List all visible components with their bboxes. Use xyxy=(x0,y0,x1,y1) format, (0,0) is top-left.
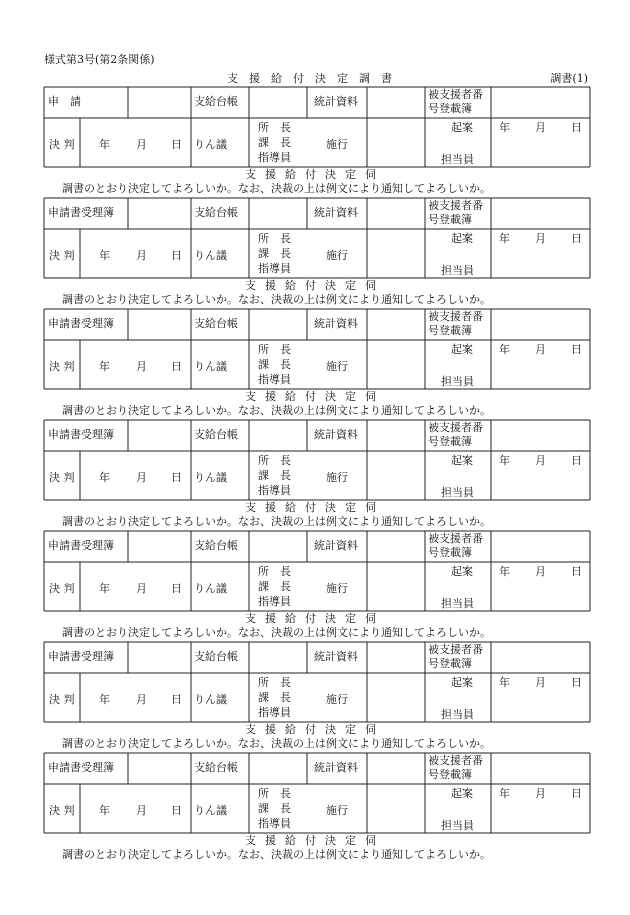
decision-table xyxy=(44,87,590,167)
draft-year-label: 年 xyxy=(499,121,510,134)
director-label: 所 長 xyxy=(258,787,291,800)
draft-year-label: 年 xyxy=(499,565,510,578)
approval-title: 支援給付決定伺 xyxy=(245,390,385,403)
person-in-charge-label: 担当員 xyxy=(441,597,474,610)
draft-year-label: 年 xyxy=(499,676,510,689)
draft-day-label: 日 xyxy=(571,565,582,578)
decision-table xyxy=(44,531,590,611)
section-chief-label: 課 長 xyxy=(258,580,291,593)
draft-month-label: 月 xyxy=(535,676,546,689)
instructor-label: 指導員 xyxy=(258,262,291,275)
draft-year-label: 年 xyxy=(499,343,510,356)
year-label: 年 xyxy=(99,471,110,484)
approval-notice: 調書のとおり決定してよろしいか。なお、決裁の上は例文により通知してよろしいか。 xyxy=(62,848,491,861)
draft-label: 起案 xyxy=(451,454,473,467)
section-chief-label: 課 長 xyxy=(258,802,291,815)
day-label: 日 xyxy=(171,693,182,706)
decision-label: 決 判 xyxy=(49,249,75,262)
ringi-label: りん議 xyxy=(194,582,227,595)
registry-label-1: 被支援者番 xyxy=(428,421,483,434)
draft-label: 起案 xyxy=(451,343,473,356)
draft-month-label: 月 xyxy=(535,454,546,467)
year-label: 年 xyxy=(99,138,110,151)
instructor-label: 指導員 xyxy=(258,595,291,608)
director-label: 所 長 xyxy=(258,676,291,689)
stats-label: 統計資料 xyxy=(314,428,358,441)
ledger-label: 支給台帳 xyxy=(194,95,238,108)
instructor-label: 指導員 xyxy=(258,484,291,497)
draft-label: 起案 xyxy=(451,676,473,689)
stats-label: 統計資料 xyxy=(314,539,358,552)
instructor-label: 指導員 xyxy=(258,706,291,719)
decision-label: 決 判 xyxy=(49,138,75,151)
decision-table xyxy=(44,642,590,722)
stats-label: 統計資料 xyxy=(314,761,358,774)
registry-label-1: 被支援者番 xyxy=(428,199,483,212)
month-label: 月 xyxy=(136,471,147,484)
person-in-charge-label: 担当員 xyxy=(441,708,474,721)
enforce-label: 施行 xyxy=(326,693,348,706)
month-label: 月 xyxy=(136,693,147,706)
registry-label-2: 号登載簿 xyxy=(428,213,472,226)
director-label: 所 長 xyxy=(258,565,291,578)
ringi-label: りん議 xyxy=(194,249,227,262)
section-chief-label: 課 長 xyxy=(258,469,291,482)
draft-label: 起案 xyxy=(451,232,473,245)
decision-label: 決 判 xyxy=(49,804,75,817)
registry-label-1: 被支援者番 xyxy=(428,310,483,323)
approval-notice: 調書のとおり決定してよろしいか。なお、決裁の上は例文により通知してよろしいか。 xyxy=(62,404,491,417)
director-label: 所 長 xyxy=(258,454,291,467)
approval-title: 支援給付決定伺 xyxy=(245,279,385,292)
enforce-label: 施行 xyxy=(326,249,348,262)
draft-year-label: 年 xyxy=(499,454,510,467)
draft-month-label: 月 xyxy=(535,232,546,245)
director-label: 所 長 xyxy=(258,121,291,134)
month-label: 月 xyxy=(136,138,147,151)
enforce-label: 施行 xyxy=(326,804,348,817)
draft-year-label: 年 xyxy=(499,232,510,245)
director-label: 所 長 xyxy=(258,343,291,356)
approval-notice: 調書のとおり決定してよろしいか。なお、決裁の上は例文により通知してよろしいか。 xyxy=(62,293,491,306)
stats-label: 統計資料 xyxy=(314,206,358,219)
ledger-label: 支給台帳 xyxy=(194,428,238,441)
approval-notice: 調書のとおり決定してよろしいか。なお、決裁の上は例文により通知してよろしいか。 xyxy=(62,182,491,195)
draft-label: 起案 xyxy=(451,565,473,578)
first-label: 申請書受理簿 xyxy=(48,650,114,663)
section-chief-label: 課 長 xyxy=(258,358,291,371)
section-chief-label: 課 長 xyxy=(258,691,291,704)
month-label: 月 xyxy=(136,360,147,373)
year-label: 年 xyxy=(99,693,110,706)
form-label: 様式第3号(第2条関係) xyxy=(44,53,155,66)
document-number: 調書(1) xyxy=(550,72,588,85)
draft-month-label: 月 xyxy=(535,787,546,800)
instructor-label: 指導員 xyxy=(258,817,291,830)
ringi-label: りん議 xyxy=(194,693,227,706)
decision-label: 決 判 xyxy=(49,471,75,484)
first-label: 申請書受理簿 xyxy=(48,428,114,441)
stats-label: 統計資料 xyxy=(314,95,358,108)
day-label: 日 xyxy=(171,249,182,262)
draft-label: 起案 xyxy=(451,121,473,134)
enforce-label: 施行 xyxy=(326,138,348,151)
approval-title: 支援給付決定伺 xyxy=(245,168,385,181)
draft-day-label: 日 xyxy=(571,676,582,689)
registry-label-1: 被支援者番 xyxy=(428,88,483,101)
document-title: 支援給付決定調書 xyxy=(227,72,403,85)
month-label: 月 xyxy=(136,582,147,595)
decision-table xyxy=(44,753,590,833)
ringi-label: りん議 xyxy=(194,804,227,817)
instructor-label: 指導員 xyxy=(258,373,291,386)
registry-label-2: 号登載簿 xyxy=(428,768,472,781)
approval-title: 支援給付決定伺 xyxy=(245,501,385,514)
first-label: 申 請 xyxy=(48,95,81,108)
first-label: 申請書受理簿 xyxy=(48,317,114,330)
draft-month-label: 月 xyxy=(535,343,546,356)
draft-day-label: 日 xyxy=(571,787,582,800)
draft-day-label: 日 xyxy=(571,343,582,356)
ringi-label: りん議 xyxy=(194,138,227,151)
decision-table xyxy=(44,198,590,278)
draft-month-label: 月 xyxy=(535,121,546,134)
registry-label-2: 号登載簿 xyxy=(428,657,472,670)
draft-day-label: 日 xyxy=(571,232,582,245)
person-in-charge-label: 担当員 xyxy=(441,153,474,166)
registry-label-2: 号登載簿 xyxy=(428,102,472,115)
year-label: 年 xyxy=(99,360,110,373)
registry-label-2: 号登載簿 xyxy=(428,435,472,448)
day-label: 日 xyxy=(171,804,182,817)
decision-label: 決 判 xyxy=(49,693,75,706)
approval-notice: 調書のとおり決定してよろしいか。なお、決裁の上は例文により通知してよろしいか。 xyxy=(62,626,491,639)
enforce-label: 施行 xyxy=(326,471,348,484)
draft-year-label: 年 xyxy=(499,787,510,800)
first-label: 申請書受理簿 xyxy=(48,761,114,774)
draft-label: 起案 xyxy=(451,787,473,800)
draft-day-label: 日 xyxy=(571,121,582,134)
approval-title: 支援給付決定伺 xyxy=(245,612,385,625)
day-label: 日 xyxy=(171,471,182,484)
ledger-label: 支給台帳 xyxy=(194,650,238,663)
section-chief-label: 課 長 xyxy=(258,247,291,260)
approval-title: 支援給付決定伺 xyxy=(245,834,385,847)
director-label: 所 長 xyxy=(258,232,291,245)
stats-label: 統計資料 xyxy=(314,650,358,663)
first-label: 申請書受理簿 xyxy=(48,539,114,552)
day-label: 日 xyxy=(171,360,182,373)
decision-label: 決 判 xyxy=(49,582,75,595)
approval-title: 支援給付決定伺 xyxy=(245,723,385,736)
person-in-charge-label: 担当員 xyxy=(441,486,474,499)
decision-table xyxy=(44,420,590,500)
decision-label: 決 判 xyxy=(49,360,75,373)
enforce-label: 施行 xyxy=(326,360,348,373)
month-label: 月 xyxy=(136,249,147,262)
registry-label-1: 被支援者番 xyxy=(428,532,483,545)
section-chief-label: 課 長 xyxy=(258,136,291,149)
instructor-label: 指導員 xyxy=(258,151,291,164)
ledger-label: 支給台帳 xyxy=(194,761,238,774)
approval-notice: 調書のとおり決定してよろしいか。なお、決裁の上は例文により通知してよろしいか。 xyxy=(62,515,491,528)
ledger-label: 支給台帳 xyxy=(194,206,238,219)
year-label: 年 xyxy=(99,804,110,817)
day-label: 日 xyxy=(171,582,182,595)
day-label: 日 xyxy=(171,138,182,151)
year-label: 年 xyxy=(99,582,110,595)
enforce-label: 施行 xyxy=(326,582,348,595)
approval-notice: 調書のとおり決定してよろしいか。なお、決裁の上は例文により通知してよろしいか。 xyxy=(62,737,491,750)
draft-month-label: 月 xyxy=(535,565,546,578)
registry-label-1: 被支援者番 xyxy=(428,754,483,767)
registry-label-2: 号登載簿 xyxy=(428,324,472,337)
year-label: 年 xyxy=(99,249,110,262)
decision-table xyxy=(44,309,590,389)
person-in-charge-label: 担当員 xyxy=(441,819,474,832)
stats-label: 統計資料 xyxy=(314,317,358,330)
person-in-charge-label: 担当員 xyxy=(441,375,474,388)
ringi-label: りん議 xyxy=(194,471,227,484)
first-label: 申請書受理簿 xyxy=(48,206,114,219)
ledger-label: 支給台帳 xyxy=(194,539,238,552)
ledger-label: 支給台帳 xyxy=(194,317,238,330)
registry-label-1: 被支援者番 xyxy=(428,643,483,656)
ringi-label: りん議 xyxy=(194,360,227,373)
draft-day-label: 日 xyxy=(571,454,582,467)
month-label: 月 xyxy=(136,804,147,817)
registry-label-2: 号登載簿 xyxy=(428,546,472,559)
person-in-charge-label: 担当員 xyxy=(441,264,474,277)
